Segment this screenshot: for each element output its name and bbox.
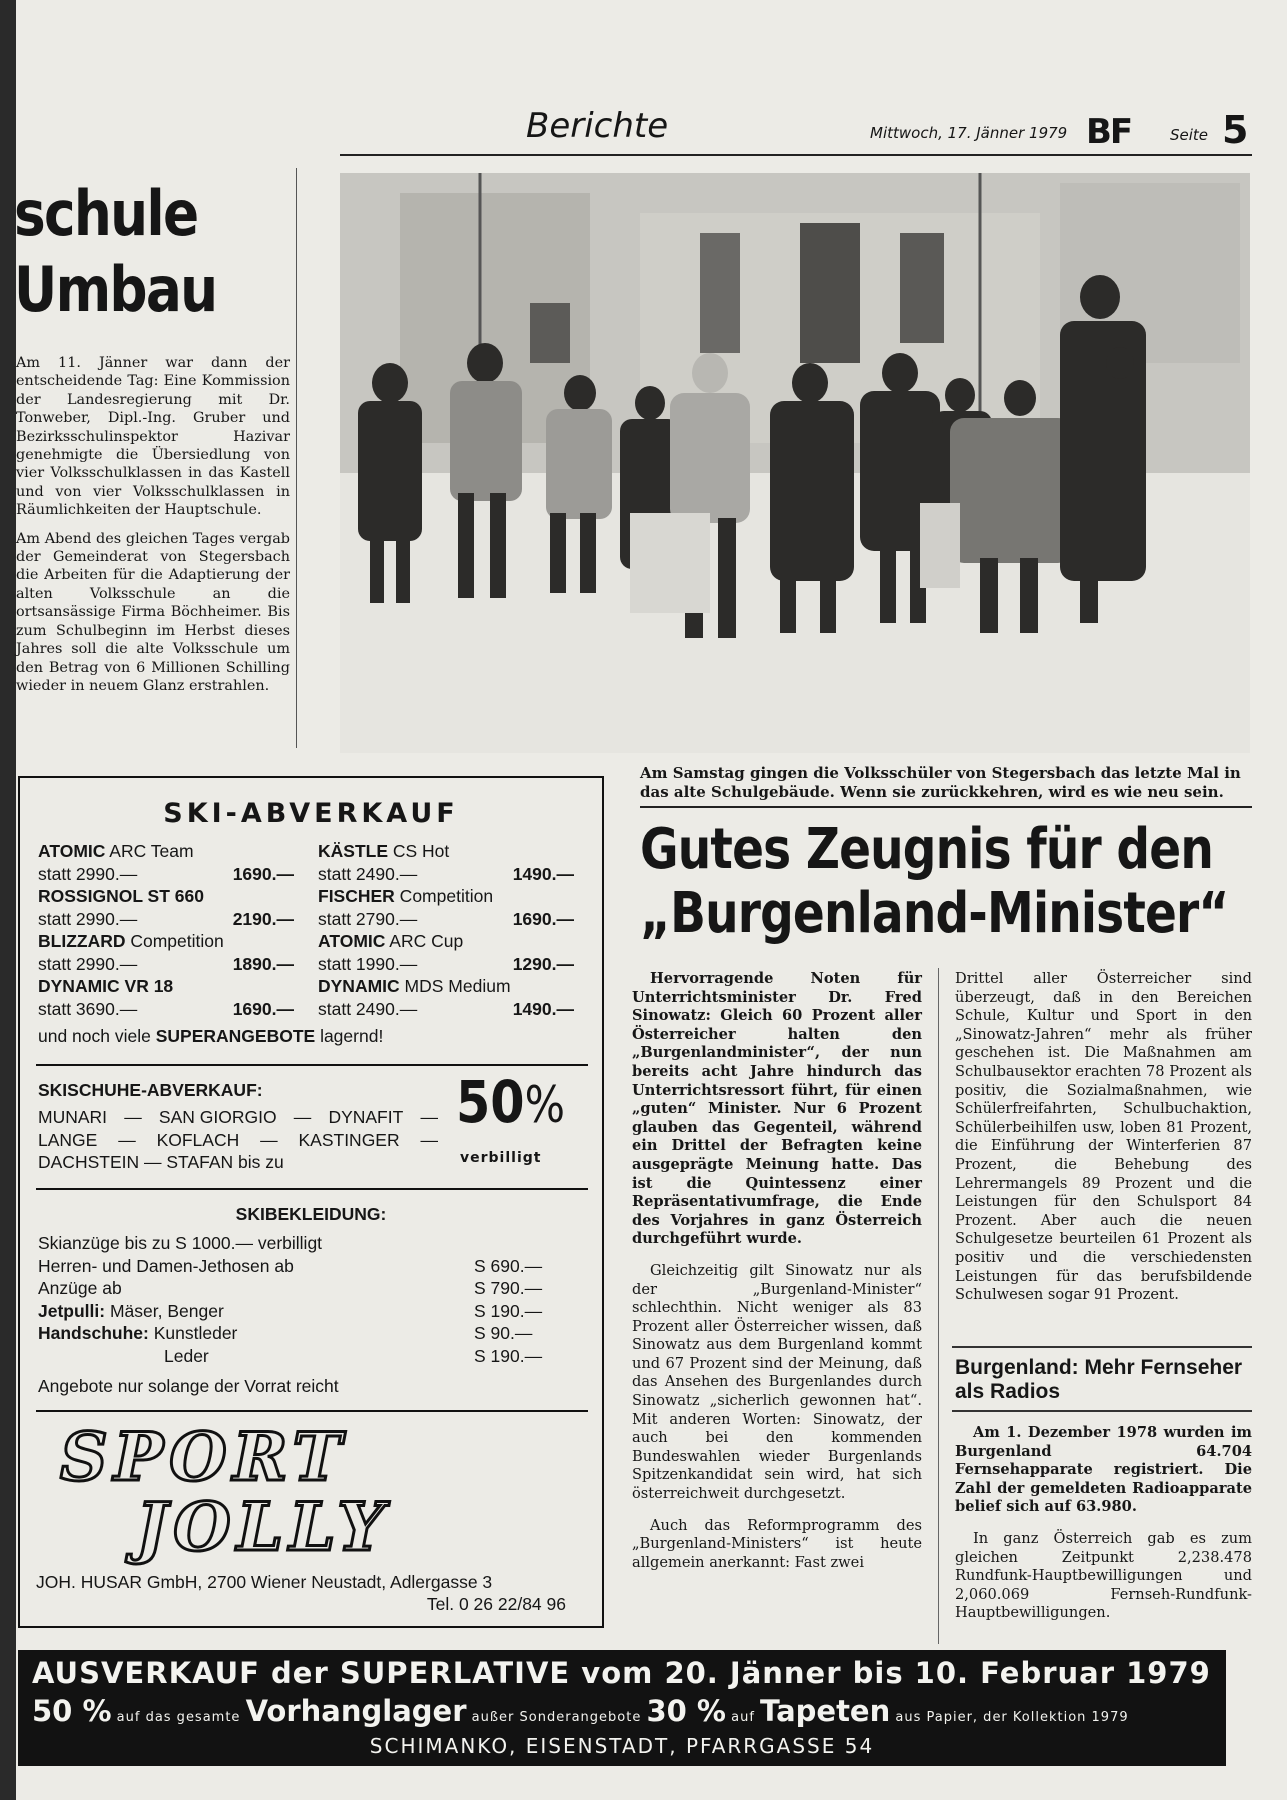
clothing-price: S 190.— <box>474 1345 543 1366</box>
left-headline-line2: Umbau <box>14 253 217 326</box>
boots-brand-line <box>38 1106 438 1129</box>
boots-brand-list <box>38 1106 438 1174</box>
ski-new-price: 1690.— <box>232 998 294 1019</box>
banner-discount: 50 % <box>32 1694 112 1728</box>
ski-old-price: statt 2790.— <box>318 908 418 929</box>
boots-discount-value: 50 <box>456 1068 525 1136</box>
ad-divider <box>36 1410 588 1412</box>
ski-item <box>318 975 574 1020</box>
ski-brand: ATOMIC <box>318 931 386 951</box>
banner-address: SCHIMANKO, EISENSTADT, PFARRGASSE 54 <box>369 1734 875 1758</box>
side-article-paragraph: In ganz Österreich gab es zum gleichen Zeitpunkt 2,238.478 Rundfunk-Hauptbewilligungen und 2,060.069 Fernseh-Rundfunk-Hauptbewilligungen. <box>955 1529 1252 1622</box>
dash: — <box>420 1129 438 1150</box>
side-article-rule <box>952 1346 1252 1348</box>
boots-brand: SAN GIORGIO <box>158 1107 277 1127</box>
left-article-paragraph: Am Abend des gleichen Tages vergab der Gemeinderat von Stegersbach die Arbeiten für die Adaptierung der alten Volksschule an die ortsansässige Firma Böchheimer. Bis zum Schulbeginn im Herbst dieses Jahres soll die alte Volksschule um den Betrag von 6 Millionen Schilling wieder in neuem Glanz erstrahlen. <box>16 530 290 694</box>
clothing-price: S 690.— <box>474 1255 543 1276</box>
ski-brand: KÄSTLE <box>318 841 388 861</box>
clothing-row <box>38 1232 558 1255</box>
ski-old-price: statt 2990.— <box>38 908 138 929</box>
article-lead: Hervorragende Noten für Unterrichtsminister Dr. Fred Sinowatz: Gleich 60 Prozent aller Österreicher halten den „Burgenlandminister“, der nun bereits acht Jahre hindurch das Unterrichtsressort führt, für einen „guten“ Minister. Nur 6 Prozent glauben das Gegenteil, während ein Drittel der Befragten keine ausgeprägte Meinung hatte. Das ist die Quintessenz einer Repräsentativumfrage, die Ende des Vorjahres in ganz Österreich durchgeführt wurde. <box>632 970 922 1248</box>
clothing-price: S 90.— <box>474 1323 533 1343</box>
side-article-body <box>955 1424 1252 1623</box>
dash: — <box>144 1152 162 1172</box>
clothing-row <box>38 1300 558 1323</box>
banner-headline: AUSVERKAUF der SUPERLATIVE vom 20. Jänner bis 10. Februar 1979 <box>32 1656 1211 1690</box>
ski-new-price: 2190.— <box>232 908 294 929</box>
school-children-photo <box>340 173 1250 753</box>
main-article-column-2 <box>955 970 1252 1305</box>
header-rule <box>340 154 1252 156</box>
ski-brand: DYNAMIC <box>318 976 400 996</box>
ski-new-price: 1290.— <box>512 953 574 974</box>
clothing-label: Skianzüge bis zu S 1000.— verbilligt <box>38 1233 323 1253</box>
ski-new-price: 1490.— <box>512 998 574 1019</box>
page-label: Seite <box>1170 126 1209 144</box>
banner-small-text: auf das gesamte <box>111 1710 246 1725</box>
ski-item <box>38 975 294 1020</box>
article-paragraph: Auch das Reformprogramm des „Burgenland-Ministers“ ist heute allgemein anerkannt: Fast zwei <box>632 1516 922 1571</box>
ski-old-price: statt 2990.— <box>38 953 138 974</box>
newspaper-logo: BF <box>1086 112 1132 152</box>
logo-line: SPORT <box>60 1418 348 1496</box>
clothing-price: S 190.— <box>474 1300 543 1321</box>
ski-old-price: statt 2490.— <box>318 998 418 1019</box>
side-article-rule <box>952 1410 1252 1412</box>
boots-brand: DACHSTEIN <box>38 1152 140 1172</box>
clothing-price: S 790.— <box>474 1278 543 1298</box>
ski-item <box>38 840 294 885</box>
ski-old-price: statt 3690.— <box>38 998 138 1019</box>
column-divider <box>296 168 297 748</box>
boots-brand-line <box>38 1129 438 1152</box>
ski-brand: DYNAMIC VR 18 <box>38 976 174 996</box>
clothing-row <box>38 1255 558 1278</box>
ski-item <box>318 930 574 975</box>
ski-brand: FISCHER <box>318 886 395 906</box>
banner-small-text: aus Papier, der Kollektion 1979 <box>890 1710 1129 1725</box>
ski-brand: BLIZZARD <box>38 931 126 951</box>
ski-item <box>38 885 294 930</box>
clothing-row <box>38 1322 558 1345</box>
ski-brand: ROSSIGNOL ST 660 <box>38 886 204 906</box>
banner-offers <box>32 1694 1129 1728</box>
ski-new-price: 1690.— <box>232 863 294 884</box>
ski-model: ARC Cup <box>385 931 464 951</box>
shop-phone: Tel. 0 26 22/84 96 <box>426 1594 566 1614</box>
dash: — <box>293 1107 312 1127</box>
ski-new-price: 1490.— <box>512 863 574 884</box>
ski-brand: ATOMIC <box>38 841 106 861</box>
banner-product: Tapeten <box>760 1694 891 1728</box>
section-title: Berichte <box>526 106 669 146</box>
dash: — <box>118 1129 136 1150</box>
issue-date: Mittwoch, 17. Jänner 1979 <box>870 124 1068 142</box>
main-article-headline <box>640 818 1245 946</box>
clothing-row <box>38 1345 558 1368</box>
percent-sign: % <box>524 1076 565 1134</box>
boots-brand: DYNAFIT <box>328 1107 404 1127</box>
ski-new-price: 1690.— <box>512 908 574 929</box>
stock-note: Angebote nur solange der Vorrat reicht <box>38 1376 339 1396</box>
banner-small-text: auf <box>725 1710 761 1725</box>
column-divider <box>938 968 939 1644</box>
photo-illustration <box>340 173 1250 753</box>
ad-divider <box>36 1188 588 1190</box>
clothing-label: Kunstleder <box>148 1323 238 1343</box>
article-paragraph: Drittel aller Österreicher sind überzeugt, daß in den Bereichen Schule, Kultur und Sport in den „Sinowatz-Jahren“ mehr als früher geschehen ist. Die Maßnahmen am Schulbausektor erachten 78 Prozent als positiv, die Sozialmaßnahmen, wie Schülerfreifahrten, Schulbuchaktion, Schülerbeihilfen usw, loben 81 Prozent, die Einführung der Winterferien 87 Prozent, die Behebung des Lehrermangels 89 Prozent und die Leistungen für den Schulsport 84 Prozent. Aber auch die neuen Schulgesetze beurteilen 61 Prozent als positiv und die verschiedensten Leistungen für das berufsbildende Schulwesen sogar 91 Prozent. <box>955 970 1252 1304</box>
ski-model: Competition <box>125 931 224 951</box>
side-article-lead: Am 1. Dezember 1978 wurden im Burgenland 64.704 Fernsehapparate registriert. Die Zahl der gemeldeten Radioapparate belief sich auf 63.980. <box>955 1424 1252 1516</box>
more-offers-bold: SUPERANGEBOTE <box>155 1026 316 1046</box>
left-article-headline <box>14 176 216 328</box>
dash: — <box>420 1107 438 1127</box>
photo-caption: Am Samstag gingen die Volksschüler von Stegersbach das letzte Mal in das alte Schulgebäude. Wenn sie zurückkehren, wird es wie neu sein. <box>640 764 1241 801</box>
schimanko-sale-banner <box>18 1650 1226 1766</box>
dash: — <box>124 1107 142 1127</box>
ski-model: Competition <box>394 886 494 906</box>
clothing-bold-label: Handschuhe: <box>38 1323 149 1343</box>
article-paragraph: Gleichzeitig gilt Sinowatz nur als der „Burgenland-Minister“ schlechthin. Nicht weniger als 83 Prozent aller Österreicher wissen, daß Sinowatz aus dem Burgenland kommt und 67 Prozent sind der Meinung, daß das Ansehen des Burgenlandes durch Sinowatz „sicherlich gewonnen hat“. Mit anderen Worten: Sinowatz, der auch bei den kommenden Bundeswahlen wieder Burgenlands Spitzenkandidat sein wird, hat sich österreichweit durchgesetzt. <box>632 1261 922 1503</box>
article-top-rule <box>640 806 1252 808</box>
ski-model: ARC Team <box>105 841 194 861</box>
ski-new-price: 1890.— <box>232 953 294 974</box>
clothing-label: Leder <box>164 1345 209 1366</box>
ski-item <box>318 885 574 930</box>
boots-brand: KOFLACH <box>156 1129 240 1150</box>
boots-brand: STAFAN bis zu <box>166 1152 284 1172</box>
ski-old-price: statt 2490.— <box>318 863 418 884</box>
boots-discount-label: verbilligt <box>460 1150 542 1166</box>
clothing-label: Herren- und Damen-Jethosen ab <box>38 1255 294 1276</box>
main-article-column-1 <box>632 970 922 1572</box>
ski-sale-advertisement <box>18 776 604 1628</box>
boots-brand: MUNARI <box>38 1107 108 1127</box>
more-offers-suffix: lagernd! <box>315 1026 384 1046</box>
clothing-label: Anzüge ab <box>38 1278 122 1298</box>
clothing-row <box>38 1277 558 1300</box>
sport-jolly-logo <box>60 1418 391 1566</box>
left-headline-line1: schule <box>14 177 198 250</box>
more-offers-prefix: und noch viele <box>38 1026 156 1046</box>
dash: — <box>260 1129 278 1150</box>
left-article-paragraph: Am 11. Jänner war dann der entscheidende Tag: Eine Kommission der Landesregierung mit Dr. Tonweber, Dipl.-Ing. Gruber und Bezirksschulinspektor Hazivar genehmigte die Übersiedlung von vier Volksschulklassen in das Kastell und von vier Volksschulklassen in Räumlichkeiten der Hauptschule. <box>16 355 290 519</box>
ski-item <box>38 930 294 975</box>
ski-column-right <box>318 840 574 1020</box>
boots-brand-line <box>38 1151 438 1174</box>
banner-small-text: außer Sonderangebote <box>466 1710 647 1725</box>
clothing-price-list <box>38 1232 558 1367</box>
ski-model: CS Hot <box>388 841 450 861</box>
boots-brand: LANGE <box>38 1129 98 1150</box>
left-article-body <box>16 354 290 705</box>
boots-discount <box>456 1068 565 1136</box>
shop-address: JOH. HUSAR GmbH, 2700 Wiener Neustadt, Adlergasse 3 <box>36 1572 493 1592</box>
side-article-headline: Burgenland: Mehr Fernseher als Radios <box>955 1356 1243 1403</box>
ski-old-price: statt 1990.— <box>318 953 418 974</box>
ski-old-price: statt 2990.— <box>38 863 138 884</box>
boots-sale-title: SKISCHUHE-ABVERKAUF: <box>38 1080 263 1100</box>
clothing-bold-label: Jetpulli: <box>38 1300 106 1321</box>
boots-brand: KASTINGER <box>298 1129 400 1150</box>
headline-line: „Burgenland-Minister“ <box>640 881 1229 946</box>
ski-item <box>318 840 574 885</box>
ad-divider <box>36 1064 588 1066</box>
logo-line: JOLLY <box>136 1488 391 1566</box>
more-offers-line <box>38 1026 383 1047</box>
ski-model: MDS Medium <box>399 976 511 996</box>
banner-product: Vorhanglager <box>245 1694 467 1728</box>
clothing-label: Mäser, Benger <box>105 1300 224 1321</box>
banner-discount: 30 % <box>646 1694 726 1728</box>
ad-title: SKI-ABVERKAUF <box>163 798 459 829</box>
page-number: 5 <box>1222 108 1249 152</box>
ski-column-left <box>38 840 294 1020</box>
clothing-title: SKIBEKLEIDUNG: <box>235 1204 387 1224</box>
headline-line: Gutes Zeugnis für den <box>640 817 1213 882</box>
